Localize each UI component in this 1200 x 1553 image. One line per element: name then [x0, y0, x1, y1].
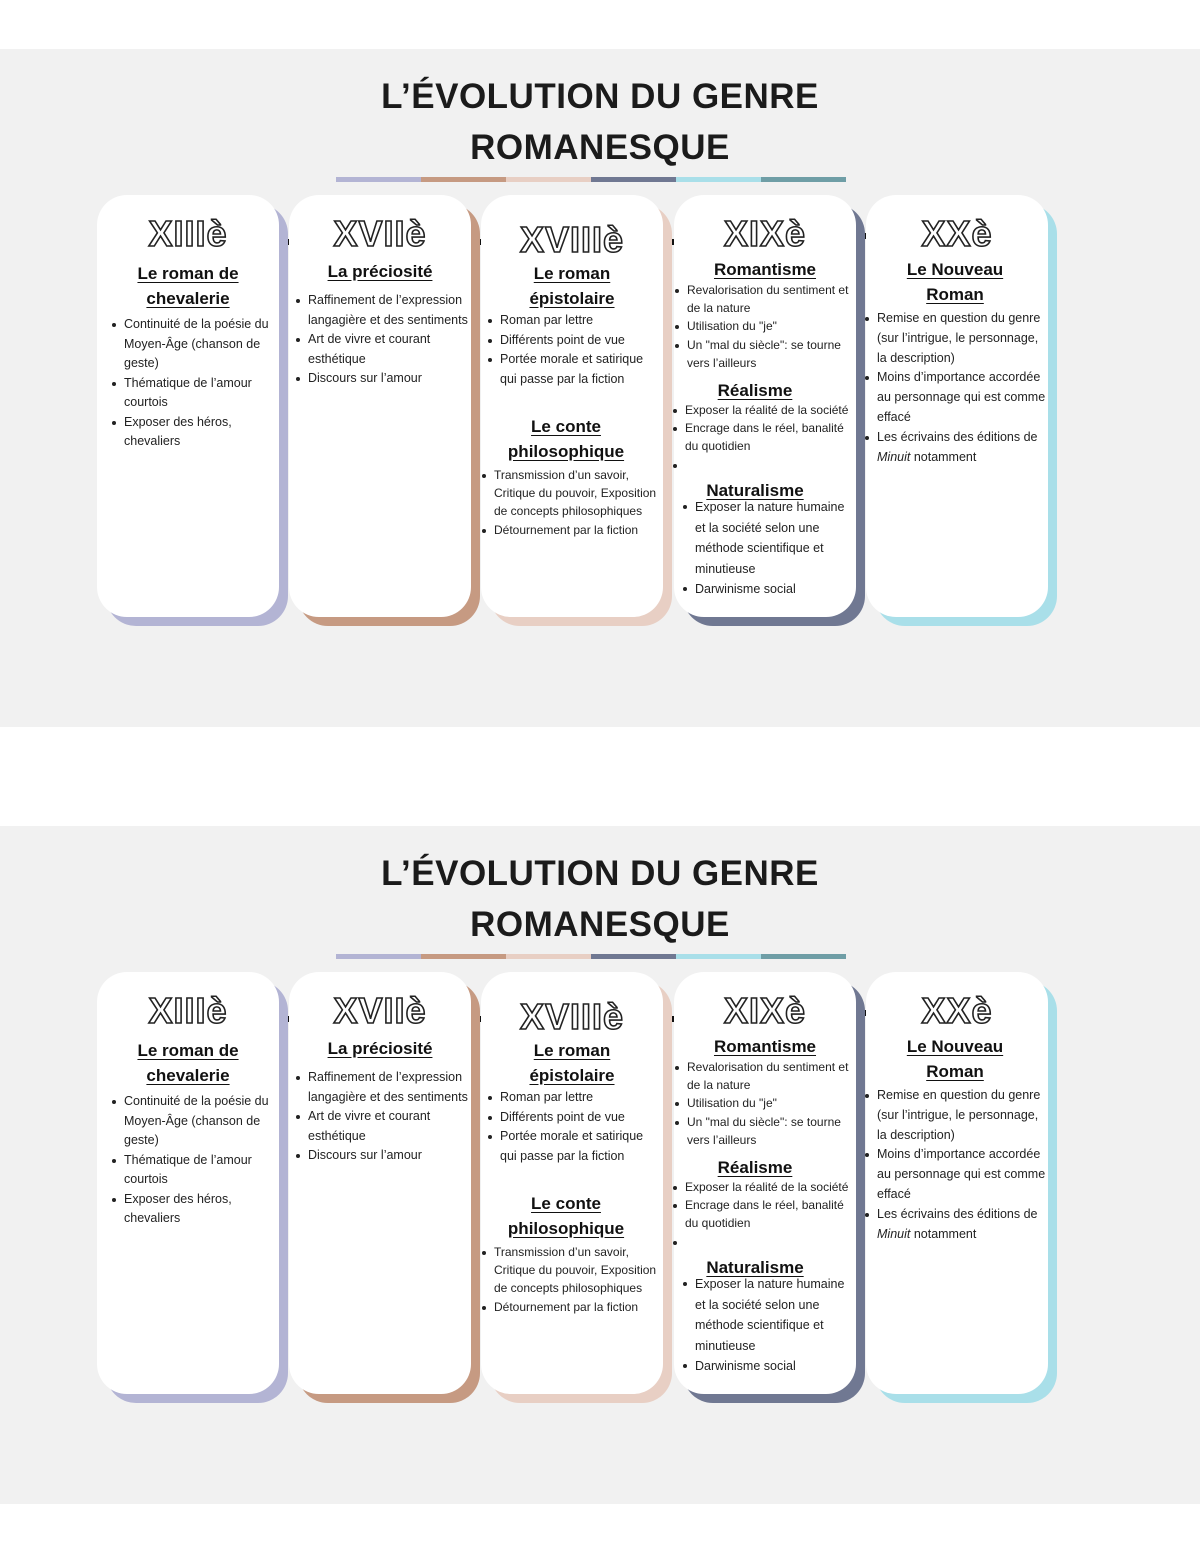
century-card-18 — [481, 972, 663, 1394]
list-item: Revalorisation du sentiment et de la nature — [674, 281, 854, 317]
list-item: Raffinement de l’expression langagière et des sentiments — [295, 291, 471, 330]
list-item: Différents point de vue — [487, 1108, 663, 1128]
rule-segment-blush — [506, 954, 591, 959]
list-item: Revalorisation du sentiment et de la nature — [674, 1058, 854, 1094]
item-list-2 — [672, 401, 852, 456]
item-list-3 — [682, 1274, 854, 1377]
century-label: XIIIè — [148, 990, 228, 1031]
item-text: Les écrivains des éditions de — [877, 429, 1038, 444]
item-list — [487, 1088, 663, 1166]
century-label: XVIIIè — [519, 219, 625, 260]
card-heading — [864, 257, 1046, 307]
list-item: Utilisation du "je" — [674, 317, 854, 335]
card-heading — [864, 1034, 1046, 1084]
card-heading — [674, 257, 856, 282]
item-list — [487, 311, 663, 389]
century-label: XVIIè — [333, 213, 427, 254]
century-card-20 — [866, 195, 1048, 617]
century-label: XXè — [921, 213, 993, 254]
list-item: Encrage dans le réel, banalité du quotidien — [672, 419, 852, 455]
list-item: Exposer la nature humaine et la société selon une méthode scientifique et minutieuse — [682, 1274, 854, 1356]
card-heading-line: Naturalisme — [706, 1258, 804, 1277]
century-card-13 — [97, 195, 279, 617]
card-heading-line: Roman — [926, 285, 984, 304]
list-item: Darwinisme social — [682, 1356, 854, 1377]
rule-segment-slate — [591, 177, 676, 182]
list-item: Thématique de l’amour courtois — [111, 374, 279, 413]
list-item: Moins d’importance accordée au personnage qui est comme effacé — [864, 1145, 1050, 1204]
rule-segment-teal — [761, 954, 846, 959]
list-item: Raffinement de l’expression langagière et des sentiments — [295, 1068, 471, 1107]
card-heading — [481, 1038, 663, 1088]
list-item: Portée morale et satirique qui passe par la fiction — [487, 1127, 663, 1166]
card-heading-line: philosophique — [507, 1219, 625, 1238]
list-item: Roman par lettre — [487, 311, 663, 331]
title-line-2: ROMANESQUE — [470, 128, 730, 167]
list-item — [864, 1205, 1050, 1245]
rule-segment-terracotta — [421, 954, 506, 959]
card-heading-2 — [471, 1191, 661, 1241]
rule-segment-terracotta — [421, 177, 506, 182]
page-title — [0, 71, 1200, 173]
list-item: Exposer des héros, chevaliers — [111, 413, 279, 452]
item-text: notamment — [910, 449, 977, 464]
card-heading-line: Le Nouveau — [906, 1037, 1004, 1056]
card-heading-line: Romantisme — [713, 1037, 817, 1056]
list-item: Discours sur l’amour — [295, 1146, 471, 1166]
card-heading — [97, 1038, 279, 1088]
card-heading-line: Roman — [926, 1062, 984, 1081]
list-item: Utilisation du "je" — [674, 1094, 854, 1112]
item-list-2 — [481, 466, 661, 539]
century-card-19 — [674, 972, 856, 1394]
list-item: Continuité de la poésie du Moyen-Âge (chanson de geste) — [111, 1092, 279, 1151]
list-item: Un "mal du siècle": se tourne vers l’ailleurs — [674, 336, 854, 372]
list-item: Art de vivre et courant esthétique — [295, 1107, 471, 1146]
title-line-1: L’ÉVOLUTION DU GENRE — [381, 854, 819, 893]
list-item: Détournement par la fiction — [481, 1298, 661, 1316]
century-label: XVIIè — [333, 990, 427, 1031]
rule-segment-slate — [591, 954, 676, 959]
list-item: Moins d’importance accordée au personnage qui est comme effacé — [864, 368, 1050, 427]
list-item: Remise en question du genre (sur l’intrigue, le personnage, la description) — [864, 1086, 1050, 1145]
card-heading-line: Romantisme — [713, 260, 817, 279]
card-heading-line: La préciosité — [327, 1039, 433, 1058]
item-text: notamment — [910, 1226, 977, 1241]
card-heading-line: chevalerie — [146, 289, 230, 308]
list-item: Exposer la nature humaine et la société selon une méthode scientifique et minutieuse — [682, 497, 854, 579]
list-item: Encrage dans le réel, banalité du quotidien — [672, 1196, 852, 1232]
title-color-rule — [336, 177, 846, 182]
item-list — [674, 281, 854, 372]
item-list-3 — [682, 497, 854, 600]
century-card-18 — [481, 195, 663, 617]
card-heading-line: Le roman — [533, 264, 611, 283]
title-line-1: L’ÉVOLUTION DU GENRE — [381, 77, 819, 116]
item-list — [295, 1068, 471, 1166]
item-list — [111, 1092, 279, 1229]
century-card-19 — [674, 195, 856, 617]
rule-segment-lavender — [336, 177, 421, 182]
item-list — [864, 309, 1050, 467]
card-heading-line: chevalerie — [146, 1066, 230, 1085]
card-heading-line: épistolaire — [529, 289, 615, 308]
card-heading — [481, 261, 663, 311]
century-label: XVIIIè — [519, 996, 625, 1037]
card-heading-line: Le roman — [533, 1041, 611, 1060]
list-item: Exposer la réalité de la société — [672, 1178, 852, 1196]
item-list — [295, 291, 471, 389]
item-list — [864, 1086, 1050, 1244]
century-label: XIIIè — [148, 213, 228, 254]
item-list — [674, 1058, 854, 1149]
list-item: Thématique de l’amour courtois — [111, 1151, 279, 1190]
page-title — [0, 848, 1200, 950]
list-item: Exposer des héros, chevaliers — [111, 1190, 279, 1229]
infographic-panel — [0, 826, 1200, 1504]
card-heading-2 — [664, 378, 846, 403]
list-item: Roman par lettre — [487, 1088, 663, 1108]
item-list-2 — [481, 1243, 661, 1316]
list-item: Portée morale et satirique qui passe par la fiction — [487, 350, 663, 389]
century-label: XIXè — [723, 213, 807, 254]
card-heading-line: La préciosité — [327, 262, 433, 281]
card-heading — [289, 1036, 471, 1061]
list-item: Remise en question du genre (sur l’intrigue, le personnage, la description) — [864, 309, 1050, 368]
list-item: Détournement par la fiction — [481, 521, 661, 539]
rule-segment-sky — [676, 954, 761, 959]
century-card-17 — [289, 972, 471, 1394]
card-heading-line: Réalisme — [717, 1158, 793, 1177]
item-list-2 — [672, 1178, 852, 1233]
century-card-20 — [866, 972, 1048, 1394]
rule-segment-lavender — [336, 954, 421, 959]
card-heading-line: Naturalisme — [706, 481, 804, 500]
card-heading-line: épistolaire — [529, 1066, 615, 1085]
list-item: Différents point de vue — [487, 331, 663, 351]
card-heading-line: Le Nouveau — [906, 260, 1004, 279]
card-heading-line: Le conte — [531, 417, 601, 436]
card-heading-2 — [664, 1155, 846, 1180]
card-heading — [674, 1034, 856, 1059]
title-line-2: ROMANESQUE — [470, 905, 730, 944]
card-heading-line: Le roman de — [137, 264, 239, 283]
publisher-name: Minuit — [877, 449, 911, 464]
card-heading-line: Le conte — [531, 1194, 601, 1213]
card-heading — [97, 261, 279, 311]
century-card-17 — [289, 195, 471, 617]
title-color-rule — [336, 954, 846, 959]
list-item: Transmission d’un savoir, Critique du pouvoir, Exposition de concepts philosophiques — [481, 1243, 661, 1298]
list-item: Art de vivre et courant esthétique — [295, 330, 471, 369]
list-item: Transmission d’un savoir, Critique du pouvoir, Exposition de concepts philosophiques — [481, 466, 661, 521]
list-item: Exposer la réalité de la société — [672, 401, 852, 419]
publisher-name: Minuit — [877, 1226, 911, 1241]
century-label: XXè — [921, 990, 993, 1031]
item-list — [111, 315, 279, 452]
list-item: Un "mal du siècle": se tourne vers l’ailleurs — [674, 1113, 854, 1149]
infographic-panel — [0, 49, 1200, 727]
card-heading-line: Le roman de — [137, 1041, 239, 1060]
list-item — [864, 428, 1050, 468]
rule-segment-teal — [761, 177, 846, 182]
card-heading-line: philosophique — [507, 442, 625, 461]
list-item: Darwinisme social — [682, 579, 854, 600]
century-card-13 — [97, 972, 279, 1394]
century-label: XIXè — [723, 990, 807, 1031]
list-item: Discours sur l’amour — [295, 369, 471, 389]
rule-segment-sky — [676, 177, 761, 182]
item-text: Les écrivains des éditions de — [877, 1206, 1038, 1221]
card-heading-2 — [471, 414, 661, 464]
card-heading — [289, 259, 471, 284]
list-item: Continuité de la poésie du Moyen-Âge (chanson de geste) — [111, 315, 279, 374]
card-heading-line: Réalisme — [717, 381, 793, 400]
rule-segment-blush — [506, 177, 591, 182]
